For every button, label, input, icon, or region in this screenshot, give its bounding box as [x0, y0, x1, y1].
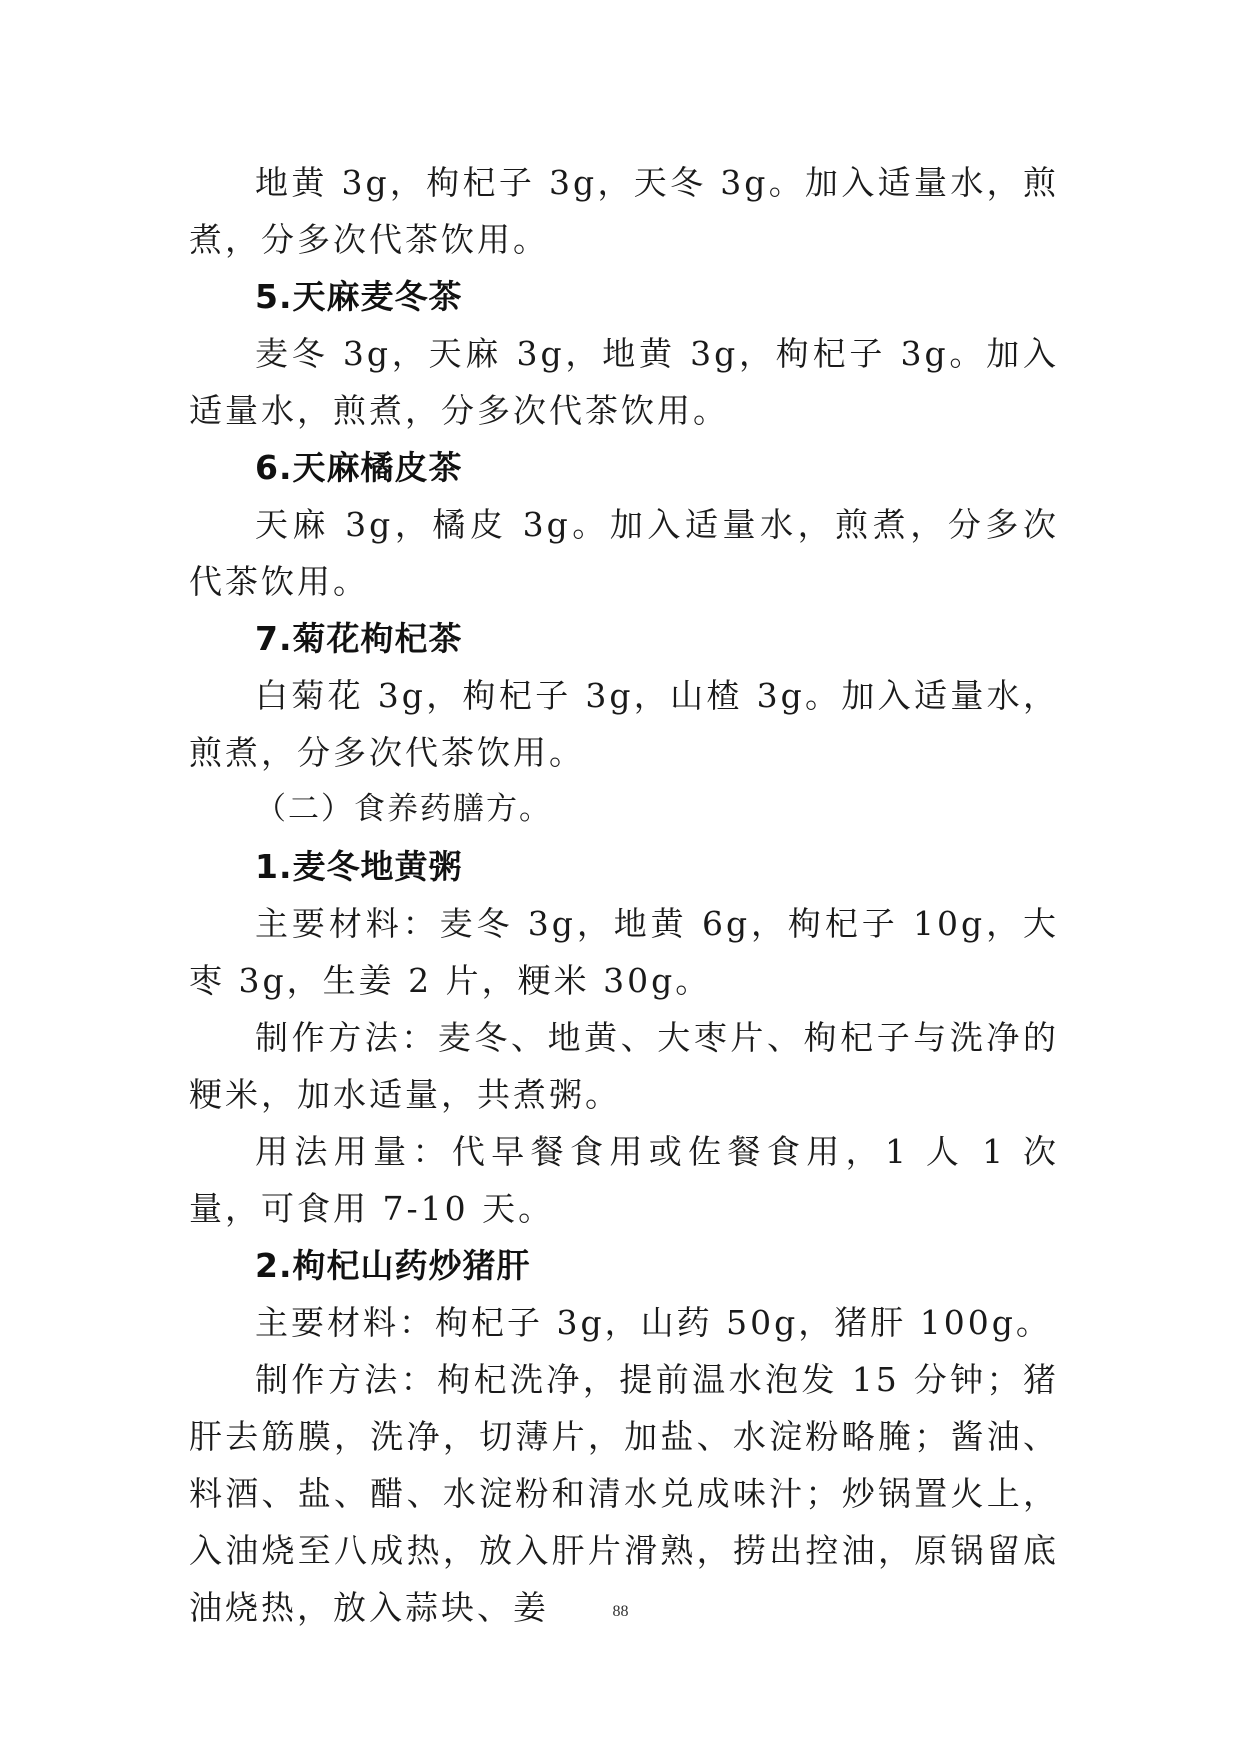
- heading-juhua-gouqi-tea: 7.菊花枸杞茶: [255, 619, 463, 658]
- heading-maidong-dihuang-porridge: 1.麦冬地黄粥: [255, 847, 463, 886]
- paragraph-pork-liver-method: 制作方法：枸杞洗净，提前温水泡发 15 分钟；猪肝去筋膜，洗净，切薄片，加盐、水淀粉略腌；酱油、料酒、盐、醋、水淀粉和清水兑成味汁；炒锅置火上，入油烧至八成热，放入肝片滑熟，捞出控油，原锅留底油烧热，放入蒜块、姜: [189, 1360, 1059, 1627]
- paragraph-pork-liver-ingredients: 主要材料：枸杞子 3g，山药 50g，猪肝 100g。: [255, 1303, 1052, 1342]
- document-body: [189, 154, 1059, 1636]
- paragraph-porridge-method: 制作方法：麦冬、地黄、大枣片、枸杞子与洗净的粳米，加水适量，共煮粥。: [189, 1018, 1059, 1114]
- heading-gouqi-shanyao-pork-liver: 2.枸杞山药炒猪肝: [255, 1246, 531, 1285]
- section-heading-medicinal-diet: （二）食养药膳方。: [255, 791, 552, 827]
- heading-tianma-maidong-tea: 5.天麻麦冬茶: [255, 277, 463, 316]
- page-number: 88: [612, 1603, 629, 1620]
- paragraph-porridge-usage: 用法用量：代早餐食用或佐餐食用，1 人 1 次量，可食用 7-10 天。: [189, 1132, 1059, 1228]
- paragraph-tianma-maidong-tea: 麦冬 3g，天麻 3g，地黄 3g，枸杞子 3g。加入适量水，煎煮，分多次代茶饮用。: [189, 334, 1059, 430]
- paragraph-tianma-jupi-tea: 天麻 3g，橘皮 3g。加入适量水，煎煮，分多次代茶饮用。: [189, 505, 1059, 601]
- paragraph-porridge-ingredients: 主要材料：麦冬 3g，地黄 6g，枸杞子 10g，大枣 3g，生姜 2 片，粳米 30g。: [189, 904, 1059, 1000]
- paragraph-tea-4-continued: 地黄 3g，枸杞子 3g，天冬 3g。加入适量水，煎煮，分多次代茶饮用。: [189, 163, 1059, 259]
- heading-tianma-jupi-tea: 6.天麻橘皮茶: [255, 448, 463, 487]
- paragraph-juhua-gouqi-tea: 白菊花 3g，枸杞子 3g，山楂 3g。加入适量水，煎煮，分多次代茶饮用。: [189, 676, 1059, 772]
